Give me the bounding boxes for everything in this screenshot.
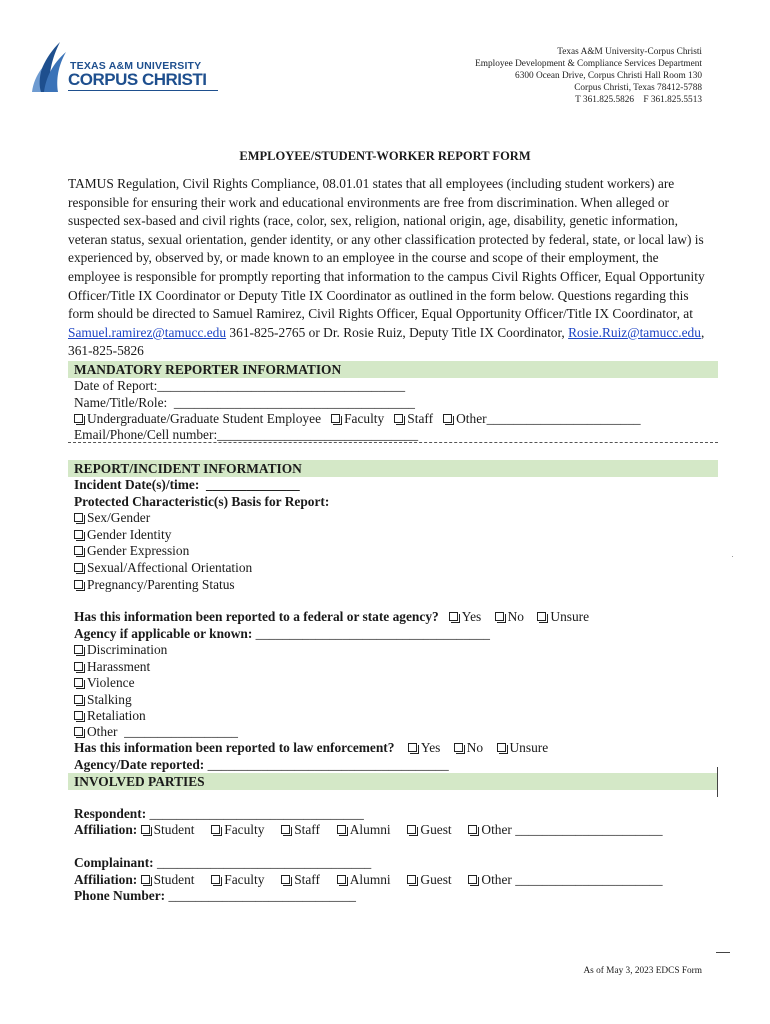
law-yes-checkbox[interactable]: Yes — [408, 740, 440, 755]
law-unsure-checkbox[interactable]: Unsure — [497, 740, 549, 755]
role-other-checkbox[interactable]: Other_______________________ — [443, 411, 640, 426]
aff-student-checkbox[interactable]: Student — [141, 872, 195, 887]
type-checkbox[interactable]: Harassment — [74, 659, 150, 676]
phone-number-field[interactable]: Phone Number: ____________________________ — [74, 888, 356, 903]
divider — [68, 442, 718, 443]
aff-alumni-checkbox[interactable]: Alumni — [337, 872, 391, 887]
role-checkbox-row — [74, 411, 641, 428]
type-checkbox[interactable]: Discrimination — [74, 642, 167, 659]
form-title: EMPLOYEE/STUDENT-WORKER REPORT FORM — [239, 149, 531, 163]
agency-date-field[interactable]: Agency/Date reported: ____________________________________ — [74, 757, 449, 772]
protected-checkbox[interactable]: Gender Expression — [74, 543, 189, 560]
email-link-ramirez[interactable]: Samuel.ramirez@tamucc.edu — [68, 324, 227, 340]
date-of-report-field[interactable]: Date of Report:_____________________________________ — [74, 378, 406, 393]
aff-guest-checkbox[interactable]: Guest — [407, 822, 451, 837]
protected-checkbox[interactable]: Pregnancy/Parenting Status — [74, 577, 235, 594]
address-line: Texas A&M University-Corpus Christi — [557, 47, 702, 57]
aff-staff-checkbox[interactable]: Staff — [281, 822, 320, 837]
law-question-row — [74, 740, 548, 757]
respondent-affiliation-row: Affiliation: Student Faculty Staff Alumni Guest Other ______________________ — [74, 822, 663, 837]
logo-bottom-text: CORPUS CHRISTI — [68, 70, 207, 89]
name-title-role-field[interactable]: Name/Title/Role: ____________________________________ — [74, 395, 415, 410]
section-report-incident: REPORT/INCIDENT INFORMATION — [68, 460, 718, 477]
intro-text-end: , 361-825-5826 — [68, 324, 705, 359]
email-link-ruiz[interactable]: Rosie.Ruiz@tamucc.edu — [568, 324, 701, 340]
margin-mark — [717, 767, 718, 797]
agency-yes-checkbox[interactable]: Yes — [449, 609, 481, 624]
protected-label: Protected Characteristic(s) Basis for Report: — [74, 494, 330, 509]
email-phone-field[interactable]: Email/Phone/Cell number:______________________________ — [74, 427, 419, 442]
type-checkbox[interactable]: Violence — [74, 675, 135, 692]
complainant-field[interactable]: Complainant: ________________________________ — [74, 855, 372, 870]
aff-staff-checkbox[interactable]: Staff — [281, 872, 320, 887]
law-question: Has this information been reported to law enforcement? — [74, 740, 395, 755]
type-checkbox[interactable]: Stalking — [74, 692, 132, 709]
margin-mark — [716, 952, 730, 953]
aff-faculty-checkbox[interactable]: Faculty — [211, 872, 264, 887]
agency-known-field[interactable]: Agency if applicable or known: ___________________________________ — [74, 626, 490, 641]
incident-dates-field[interactable]: Incident Date(s)/time: ______________ — [74, 477, 300, 492]
agency-no-checkbox[interactable]: No — [495, 609, 524, 624]
address-line: Corpus Christi, Texas 78412-5788 — [574, 83, 702, 93]
protected-checkbox[interactable]: Gender Identity — [74, 527, 171, 544]
type-checkbox[interactable]: Retaliation — [74, 708, 146, 725]
scan-dot — [732, 556, 733, 557]
aff-student-checkbox[interactable]: Student — [141, 822, 195, 837]
address-line: Employee Development & Compliance Services Department — [475, 59, 702, 69]
type-other-checkbox[interactable]: Other _________________ — [74, 724, 238, 741]
intro-text-mid: 361-825-2765 or Dr. Rosie Ruiz, Deputy Title IX Coordinator, — [226, 324, 569, 340]
respondent-field[interactable]: Respondent: ________________________________ — [74, 806, 364, 821]
role-faculty-checkbox[interactable]: Faculty — [331, 411, 384, 426]
section-mandatory-reporter: MANDATORY REPORTER INFORMATION — [68, 361, 718, 378]
logo-underline — [68, 90, 218, 91]
footer-note: As of May 3, 2023 EDCS Form — [583, 966, 702, 976]
role-undergrad-checkbox[interactable]: Undergraduate/Graduate Student Employee — [74, 411, 321, 426]
address-line: T 361.825.5826 F 361.825.5513 — [575, 95, 702, 105]
law-no-checkbox[interactable]: No — [454, 740, 483, 755]
intro-paragraph — [68, 175, 708, 361]
agency-unsure-checkbox[interactable]: Unsure — [537, 609, 589, 624]
agency-question-row — [74, 609, 589, 626]
aff-other-checkbox[interactable]: Other ______________________ — [468, 822, 662, 837]
protected-checkbox[interactable]: Sex/Gender — [74, 510, 150, 527]
header-address — [475, 46, 702, 106]
address-line: 6300 Ocean Drive, Corpus Christi Hall Room 130 — [515, 71, 702, 81]
agency-question: Has this information been reported to a federal or state agency? — [74, 609, 439, 624]
logo-top-text: TEXAS A&M UNIVERSITY — [70, 60, 202, 72]
aff-alumni-checkbox[interactable]: Alumni — [337, 822, 391, 837]
logo-wave-icon — [30, 40, 70, 94]
aff-guest-checkbox[interactable]: Guest — [407, 872, 451, 887]
university-logo — [30, 40, 207, 96]
protected-checkbox[interactable]: Sexual/Affectional Orientation — [74, 560, 252, 577]
aff-other-checkbox[interactable]: Other ______________________ — [468, 872, 662, 887]
role-staff-checkbox[interactable]: Staff — [394, 411, 433, 426]
complainant-affiliation-row: Affiliation: Student Faculty Staff Alumni Guest Other ______________________ — [74, 872, 663, 887]
aff-faculty-checkbox[interactable]: Faculty — [211, 822, 264, 837]
intro-text: TAMUS Regulation, Civil Rights Compliance, 08.01.01 states that all employees (including student workers) are responsible for ensuring their work and educational environments are free from discrimination. When alleged or suspected sex-based and civil rights (race, color, sex, religion, national origin, age, disability, genetic information, veteran status, sexual orientation, gender identity, or any other classification protected by federal, state, or local law) is experienced by, observed by, or made known to an employee in the course and scope of their employment, the employee is responsible for promptly reporting that information to the campus Civil Rights Officer, Equal Opportunity Officer/Title IX Coordinator or Deputy Title IX Coordinator as outlined in the form below. Questions regarding this form should be directed to Samuel Ramirez, Civil Rights Officer, Equal Opportunity Officer/Title IX Coordinator, at — [68, 176, 705, 322]
section-involved-parties: INVOLVED PARTIES — [68, 773, 718, 790]
